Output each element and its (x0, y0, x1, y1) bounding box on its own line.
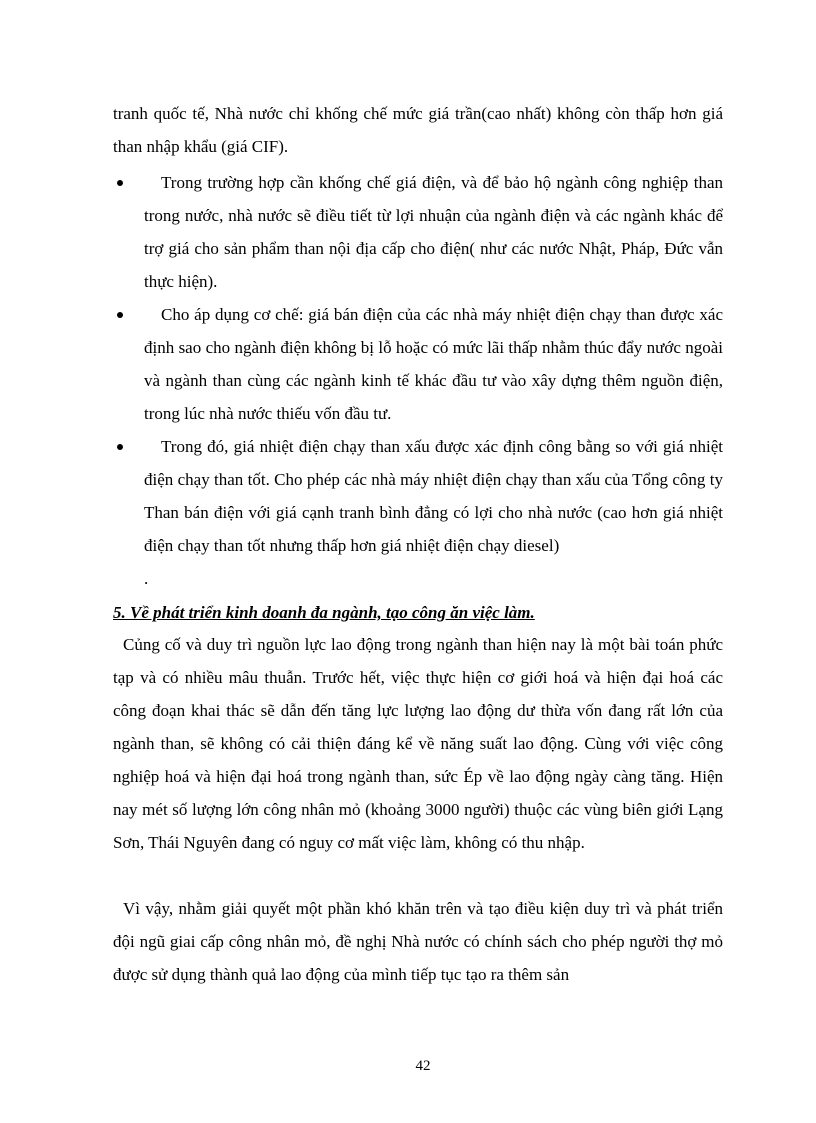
body-paragraph: Vì vậy, nhằm giải quyết một phần khó khăn trên và tạo điều kiện duy trì và phát triển đội ngũ giai cấp công nhân mỏ, đề nghị Nhà nước có chính sách cho phép người thợ mỏ được sử dụng thành quả lao động của mình tiếp tục tạo ra thêm sản (113, 899, 723, 984)
bullet-icon (117, 180, 123, 186)
bullet-icon (117, 312, 123, 318)
section-heading: 5. Về phát triển kinh doanh đa ngành, tạo công ăn việc làm. (113, 603, 535, 622)
body-paragraph: Củng cố và duy trì nguồn lực lao động trong ngành than hiện nay là một bài toán phức tạp và có nhiều mâu thuẫn. Trước hết, việc thực hiện cơ giới hoá và hiện đại hoá các công đoạn khai thác sẽ dẫn đến tăng lực lượng lao động dư thừa vốn đang rất lớn của ngành than, sẽ không có cải thiện đáng kể về năng suất lao động. Cùng với việc công nghiệp hoá và hiện đại hoá trong ngành than, sức Ép về lao động ngày càng tăng. Hiện nay mét số lượng lớn công nhân mỏ (khoảng 3000 người) thuộc các vùng biên giới Lạng Sơn, Thái Nguyên đang có nguy cơ mất việc làm, không có thu nhập. (113, 635, 723, 852)
bullet-text: Cho áp dụng cơ chế: giá bán điện của các nhà máy nhiệt điện chạy than được xác định sao cho ngành điện không bị lỗ hoặc có mức lãi thấp nhằm thúc đẩy nước ngoài và ngành than cùng các ngành kinh tế khác đầu tư vào xây dựng thêm nguồn điện, trong lúc nhà nước thiếu vốn đầu tư. (144, 305, 723, 423)
trailing-period: . (144, 569, 149, 588)
bullet-text: Trong trường hợp cần khống chế giá điện, và để bảo hộ ngành công nghiệp than trong nước, nhà nước sẽ điều tiết từ lợi nhuận của ngành điện và các ngành khác để trợ giá cho sản phẩm than nội địa cấp cho điện( như các nước Nhật, Pháp, Đức vẫn thực hiện). (144, 173, 723, 291)
bullet-text: Trong đó, giá nhiệt điện chạy than xấu được xác định công bằng so với giá nhiệt điện chạy than tốt. Cho phép các nhà máy nhiệt điện chạy than xấu của Tổng công ty Than bán điện với giá cạnh tranh bình đẳng có lợi cho nhà nước (cao hơn giá nhiệt điện chạy than tốt nhưng thấp hơn giá nhiệt điện chạy diesel) (144, 437, 723, 555)
intro-paragraph: tranh quốc tế, Nhà nước chỉ khống chế mức giá trần(cao nhất) không còn thấp hơn giá than nhập khẩu (giá CIF). (113, 104, 723, 156)
page-number: 42 (415, 1058, 431, 1074)
bullet-icon (117, 444, 123, 450)
